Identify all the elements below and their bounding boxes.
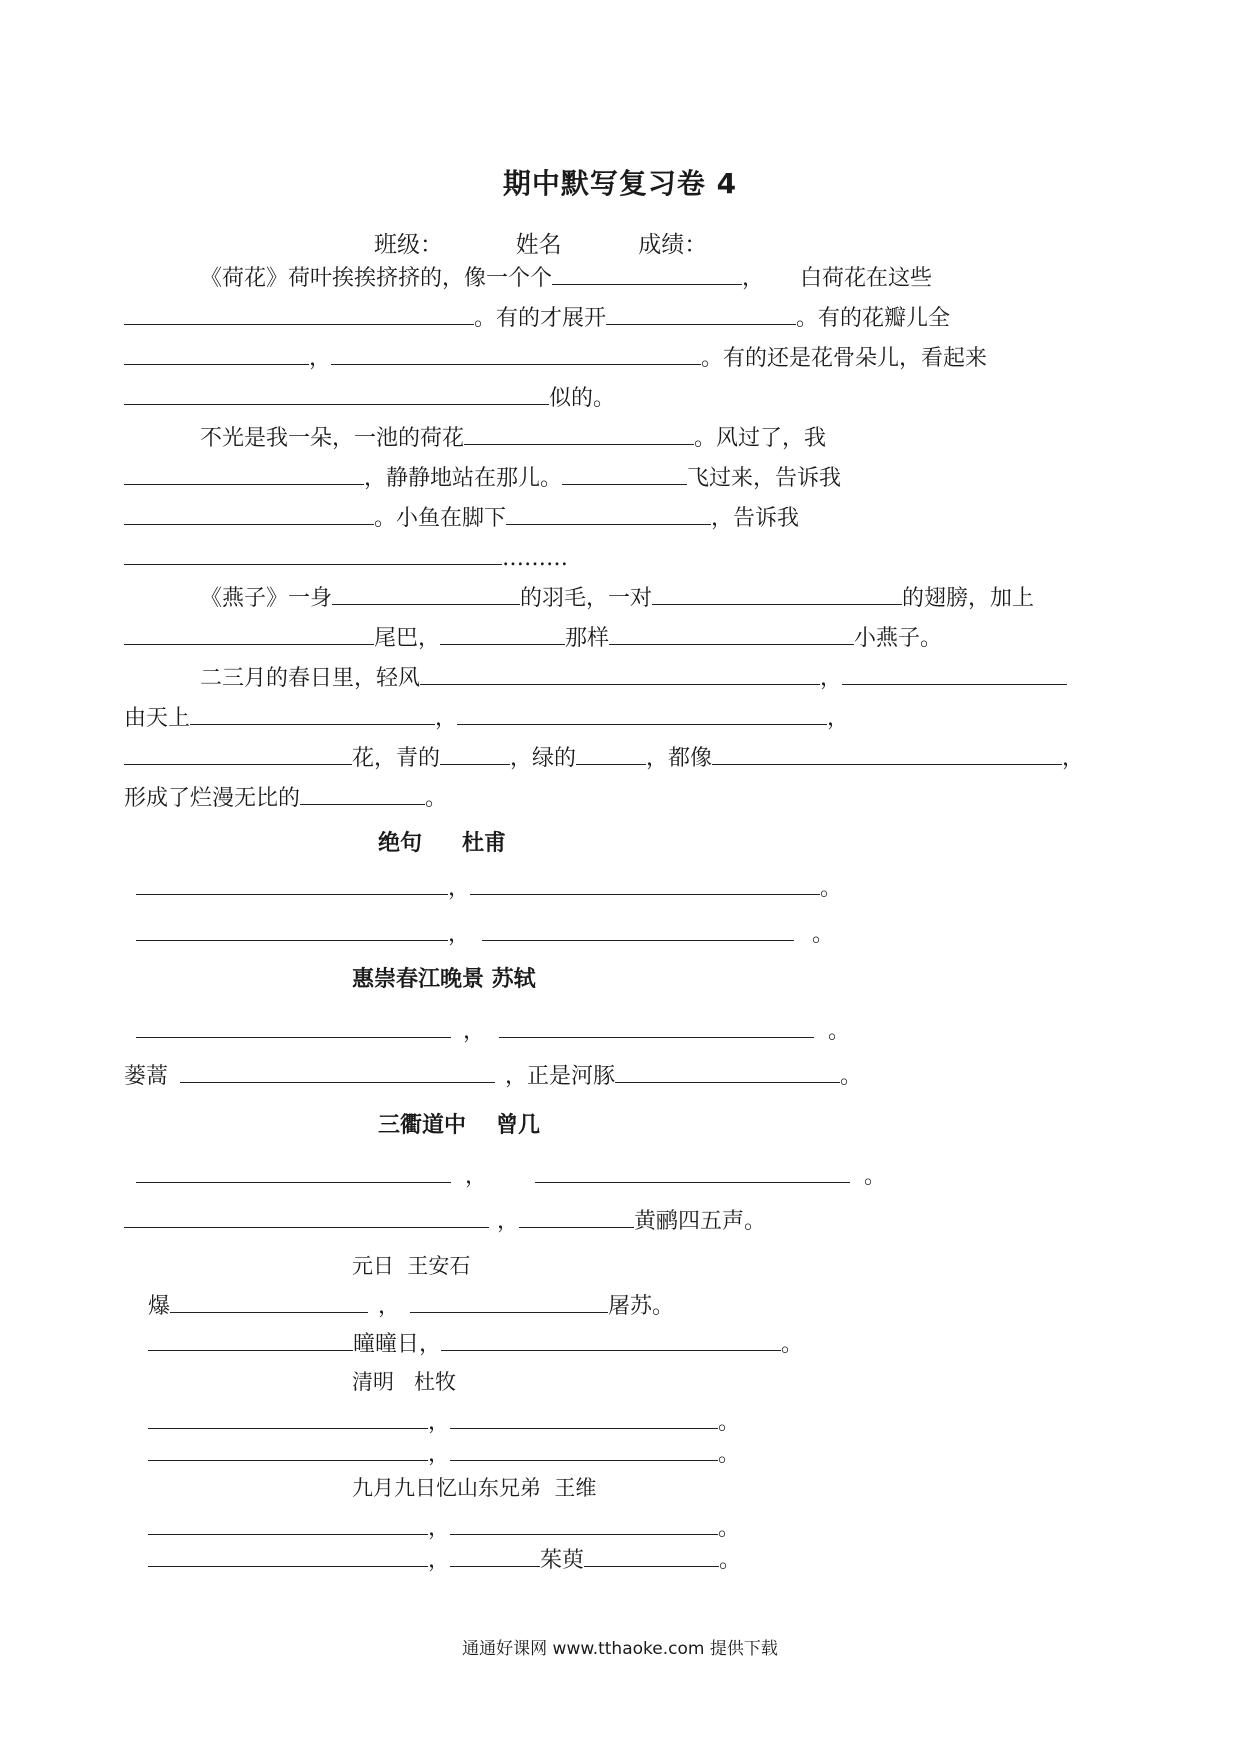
- text: 二三月的春日里，轻风: [200, 666, 421, 691]
- fill-blank[interactable]: [136, 872, 448, 895]
- fill-blank[interactable]: [136, 918, 448, 941]
- poem6-title: 九月九日忆山东兄弟 王维: [352, 1476, 597, 1500]
- fill-blank[interactable]: [450, 1512, 718, 1535]
- fill-blank[interactable]: [124, 502, 374, 525]
- text: 的羽毛，一对: [520, 586, 653, 611]
- text: 。: [718, 1442, 741, 1467]
- poem1-line-2: [136, 918, 834, 950]
- class-label: 班级：: [374, 232, 443, 258]
- fill-blank[interactable]: [506, 502, 711, 525]
- fill-blank[interactable]: [410, 1290, 608, 1313]
- text: 。风过了，我: [694, 426, 827, 451]
- poem1-line-1: [136, 872, 842, 904]
- text: ，: [435, 706, 458, 731]
- poem3-line-2: [124, 1205, 766, 1237]
- fill-blank[interactable]: [136, 1015, 451, 1038]
- text: ，: [465, 1164, 488, 1189]
- fill-blank[interactable]: [842, 662, 1067, 685]
- text: 形成了烂漫无比的: [124, 786, 301, 811]
- fill-blank[interactable]: [148, 1512, 428, 1535]
- poem-author: 曾几: [496, 1112, 541, 1138]
- fill-blank[interactable]: [712, 742, 1062, 765]
- text: ，: [378, 1294, 401, 1319]
- poem4-line-1: [148, 1290, 674, 1322]
- text: 《燕子》一身: [200, 586, 333, 611]
- text: ，: [463, 1019, 486, 1044]
- spring-line-4: [124, 782, 447, 814]
- yanzi-line-2: [124, 622, 942, 654]
- fill-blank[interactable]: [148, 1544, 428, 1567]
- page-title: 期中默写复习卷 4: [502, 167, 738, 200]
- fill-blank[interactable]: [450, 1544, 540, 1567]
- text: 。有的还是花骨朵儿，看起来: [701, 346, 988, 371]
- fill-blank[interactable]: [136, 1160, 451, 1183]
- text: 。: [781, 1332, 804, 1357]
- text: 。有的花瓣儿全: [796, 306, 951, 331]
- yanzi-line-1: [200, 582, 1034, 614]
- poem-jueju-title: [378, 826, 506, 857]
- fill-blank[interactable]: [124, 382, 549, 405]
- fill-blank[interactable]: [332, 582, 520, 605]
- poem-title: 三衢道中: [378, 1112, 467, 1138]
- hehua2-line-1: [200, 422, 826, 454]
- text: ，告诉我: [711, 506, 800, 531]
- text: ………: [502, 546, 568, 571]
- fill-blank[interactable]: [124, 342, 309, 365]
- poem-title: 绝句: [378, 830, 423, 856]
- fill-blank[interactable]: [300, 782, 425, 805]
- text: ，: [448, 922, 471, 947]
- fill-blank[interactable]: [124, 462, 364, 485]
- footer-credit: 通通好课网 www.tthaoke.com 提供下载: [462, 1639, 778, 1659]
- fill-blank[interactable]: [584, 1544, 719, 1567]
- text: ，: [820, 666, 843, 691]
- poem2-line-2: [124, 1060, 862, 1092]
- poem6-line-2: [148, 1544, 741, 1576]
- fill-blank[interactable]: [124, 302, 474, 325]
- text: 那样: [565, 626, 610, 651]
- fill-blank[interactable]: [124, 622, 374, 645]
- fill-blank[interactable]: [576, 742, 646, 765]
- text: ，绿的: [510, 746, 577, 771]
- text: 不光是我一朵，一池的荷花: [200, 426, 465, 451]
- text: ，正是河豚: [505, 1064, 616, 1089]
- hehua-line-4: [124, 382, 615, 414]
- text: ，: [309, 346, 332, 371]
- fill-blank[interactable]: [148, 1328, 353, 1351]
- text: 。: [718, 1516, 741, 1541]
- fill-blank[interactable]: [464, 422, 694, 445]
- fill-blank[interactable]: [606, 302, 796, 325]
- fill-blank[interactable]: [124, 742, 352, 765]
- text: 爆: [148, 1294, 171, 1319]
- hehua2-line-3: [124, 502, 799, 534]
- fill-blank[interactable]: [440, 622, 565, 645]
- text: 。: [820, 876, 843, 901]
- fill-blank[interactable]: [148, 1406, 428, 1429]
- poem-author: 杜甫: [462, 830, 507, 856]
- text: ，: [497, 1209, 520, 1234]
- fill-blank[interactable]: [124, 542, 502, 565]
- hehua2-line-4: [124, 542, 568, 574]
- text: 。小鱼在脚下: [374, 506, 507, 531]
- text: 小燕子。: [854, 626, 943, 651]
- fill-blank[interactable]: [190, 702, 435, 725]
- text: 曈曈日，: [353, 1332, 442, 1357]
- poem4-title: 元日 王安石: [352, 1254, 471, 1278]
- text: 的翅膀，加上: [902, 586, 1035, 611]
- name-label: 姓名: [515, 232, 562, 258]
- fill-blank[interactable]: [331, 342, 701, 365]
- text: 。: [840, 1064, 863, 1089]
- hehua-line-1: [200, 262, 932, 294]
- fill-blank[interactable]: [420, 662, 820, 685]
- fill-blank[interactable]: [457, 702, 827, 725]
- text: ，: [827, 706, 850, 731]
- spring-line-2: [124, 702, 849, 734]
- text: 蒌蒿: [124, 1064, 169, 1089]
- text: 《荷花》荷叶挨挨挤挤的，像一个个: [200, 266, 553, 291]
- fill-blank[interactable]: [519, 1205, 634, 1228]
- fill-blank[interactable]: [148, 1438, 428, 1461]
- text: 。: [864, 1164, 887, 1189]
- hehua2-line-2: [124, 462, 841, 494]
- poem3-line-1: [136, 1160, 886, 1192]
- poem5-line-2: [148, 1438, 740, 1470]
- text: ，都像: [646, 746, 713, 771]
- poem3-title: [378, 1108, 540, 1139]
- fill-blank[interactable]: [535, 1160, 850, 1183]
- text: ，: [448, 876, 471, 901]
- fill-blank[interactable]: [499, 1015, 814, 1038]
- text: ，: [428, 1548, 451, 1573]
- fill-blank[interactable]: [124, 1205, 489, 1228]
- fill-blank[interactable]: [170, 1290, 368, 1313]
- text: 。: [719, 1548, 742, 1573]
- text: ，: [428, 1516, 451, 1541]
- poem2-title: 惠崇春江晚景 苏轼: [352, 966, 536, 992]
- fill-blank[interactable]: [615, 1060, 840, 1083]
- text: 茱萸: [540, 1548, 585, 1573]
- text: 花，青的: [352, 746, 441, 771]
- text: 似的。: [549, 386, 616, 411]
- text: 屠苏。: [608, 1294, 675, 1319]
- student-info-row: [374, 226, 707, 259]
- spring-line-1: [200, 662, 1067, 694]
- hehua-line-3: [124, 342, 987, 374]
- fill-blank[interactable]: [440, 742, 510, 765]
- text: 白荷花在这些: [800, 266, 933, 291]
- text: 。: [425, 786, 448, 811]
- fill-blank[interactable]: [450, 1438, 718, 1461]
- text: 。: [812, 922, 835, 947]
- text: 。: [828, 1019, 851, 1044]
- fill-blank[interactable]: [482, 918, 794, 941]
- fill-blank[interactable]: [441, 1328, 781, 1351]
- poem5-title: 清明 杜牧: [352, 1370, 457, 1394]
- hehua-line-2: [124, 302, 950, 334]
- fill-blank[interactable]: [552, 262, 742, 285]
- spring-line-3: [124, 742, 1084, 774]
- text: ，: [1062, 746, 1085, 771]
- text: 。有的才展开: [474, 306, 607, 331]
- text: ，: [742, 266, 765, 291]
- fill-blank[interactable]: [180, 1060, 495, 1083]
- poem4-line-2: [148, 1328, 803, 1360]
- fill-blank[interactable]: [562, 462, 687, 485]
- score-label: 成绩：: [638, 232, 708, 258]
- text: ，: [428, 1410, 451, 1435]
- text: 飞过来，告诉我: [687, 466, 842, 491]
- text: 由天上: [124, 706, 191, 731]
- text: ，: [428, 1442, 451, 1467]
- fill-blank[interactable]: [609, 622, 854, 645]
- text: 尾巴，: [374, 626, 441, 651]
- fill-blank[interactable]: [450, 1406, 718, 1429]
- text: 。: [718, 1410, 741, 1435]
- fill-blank[interactable]: [652, 582, 902, 605]
- text: ，静静地站在那儿。: [364, 466, 563, 491]
- poem5-line-1: [148, 1406, 740, 1438]
- poem2-line-1: [136, 1015, 850, 1047]
- text: 黄鹂四五声。: [634, 1209, 767, 1234]
- fill-blank[interactable]: [470, 872, 820, 895]
- poem6-line-1: [148, 1512, 740, 1544]
